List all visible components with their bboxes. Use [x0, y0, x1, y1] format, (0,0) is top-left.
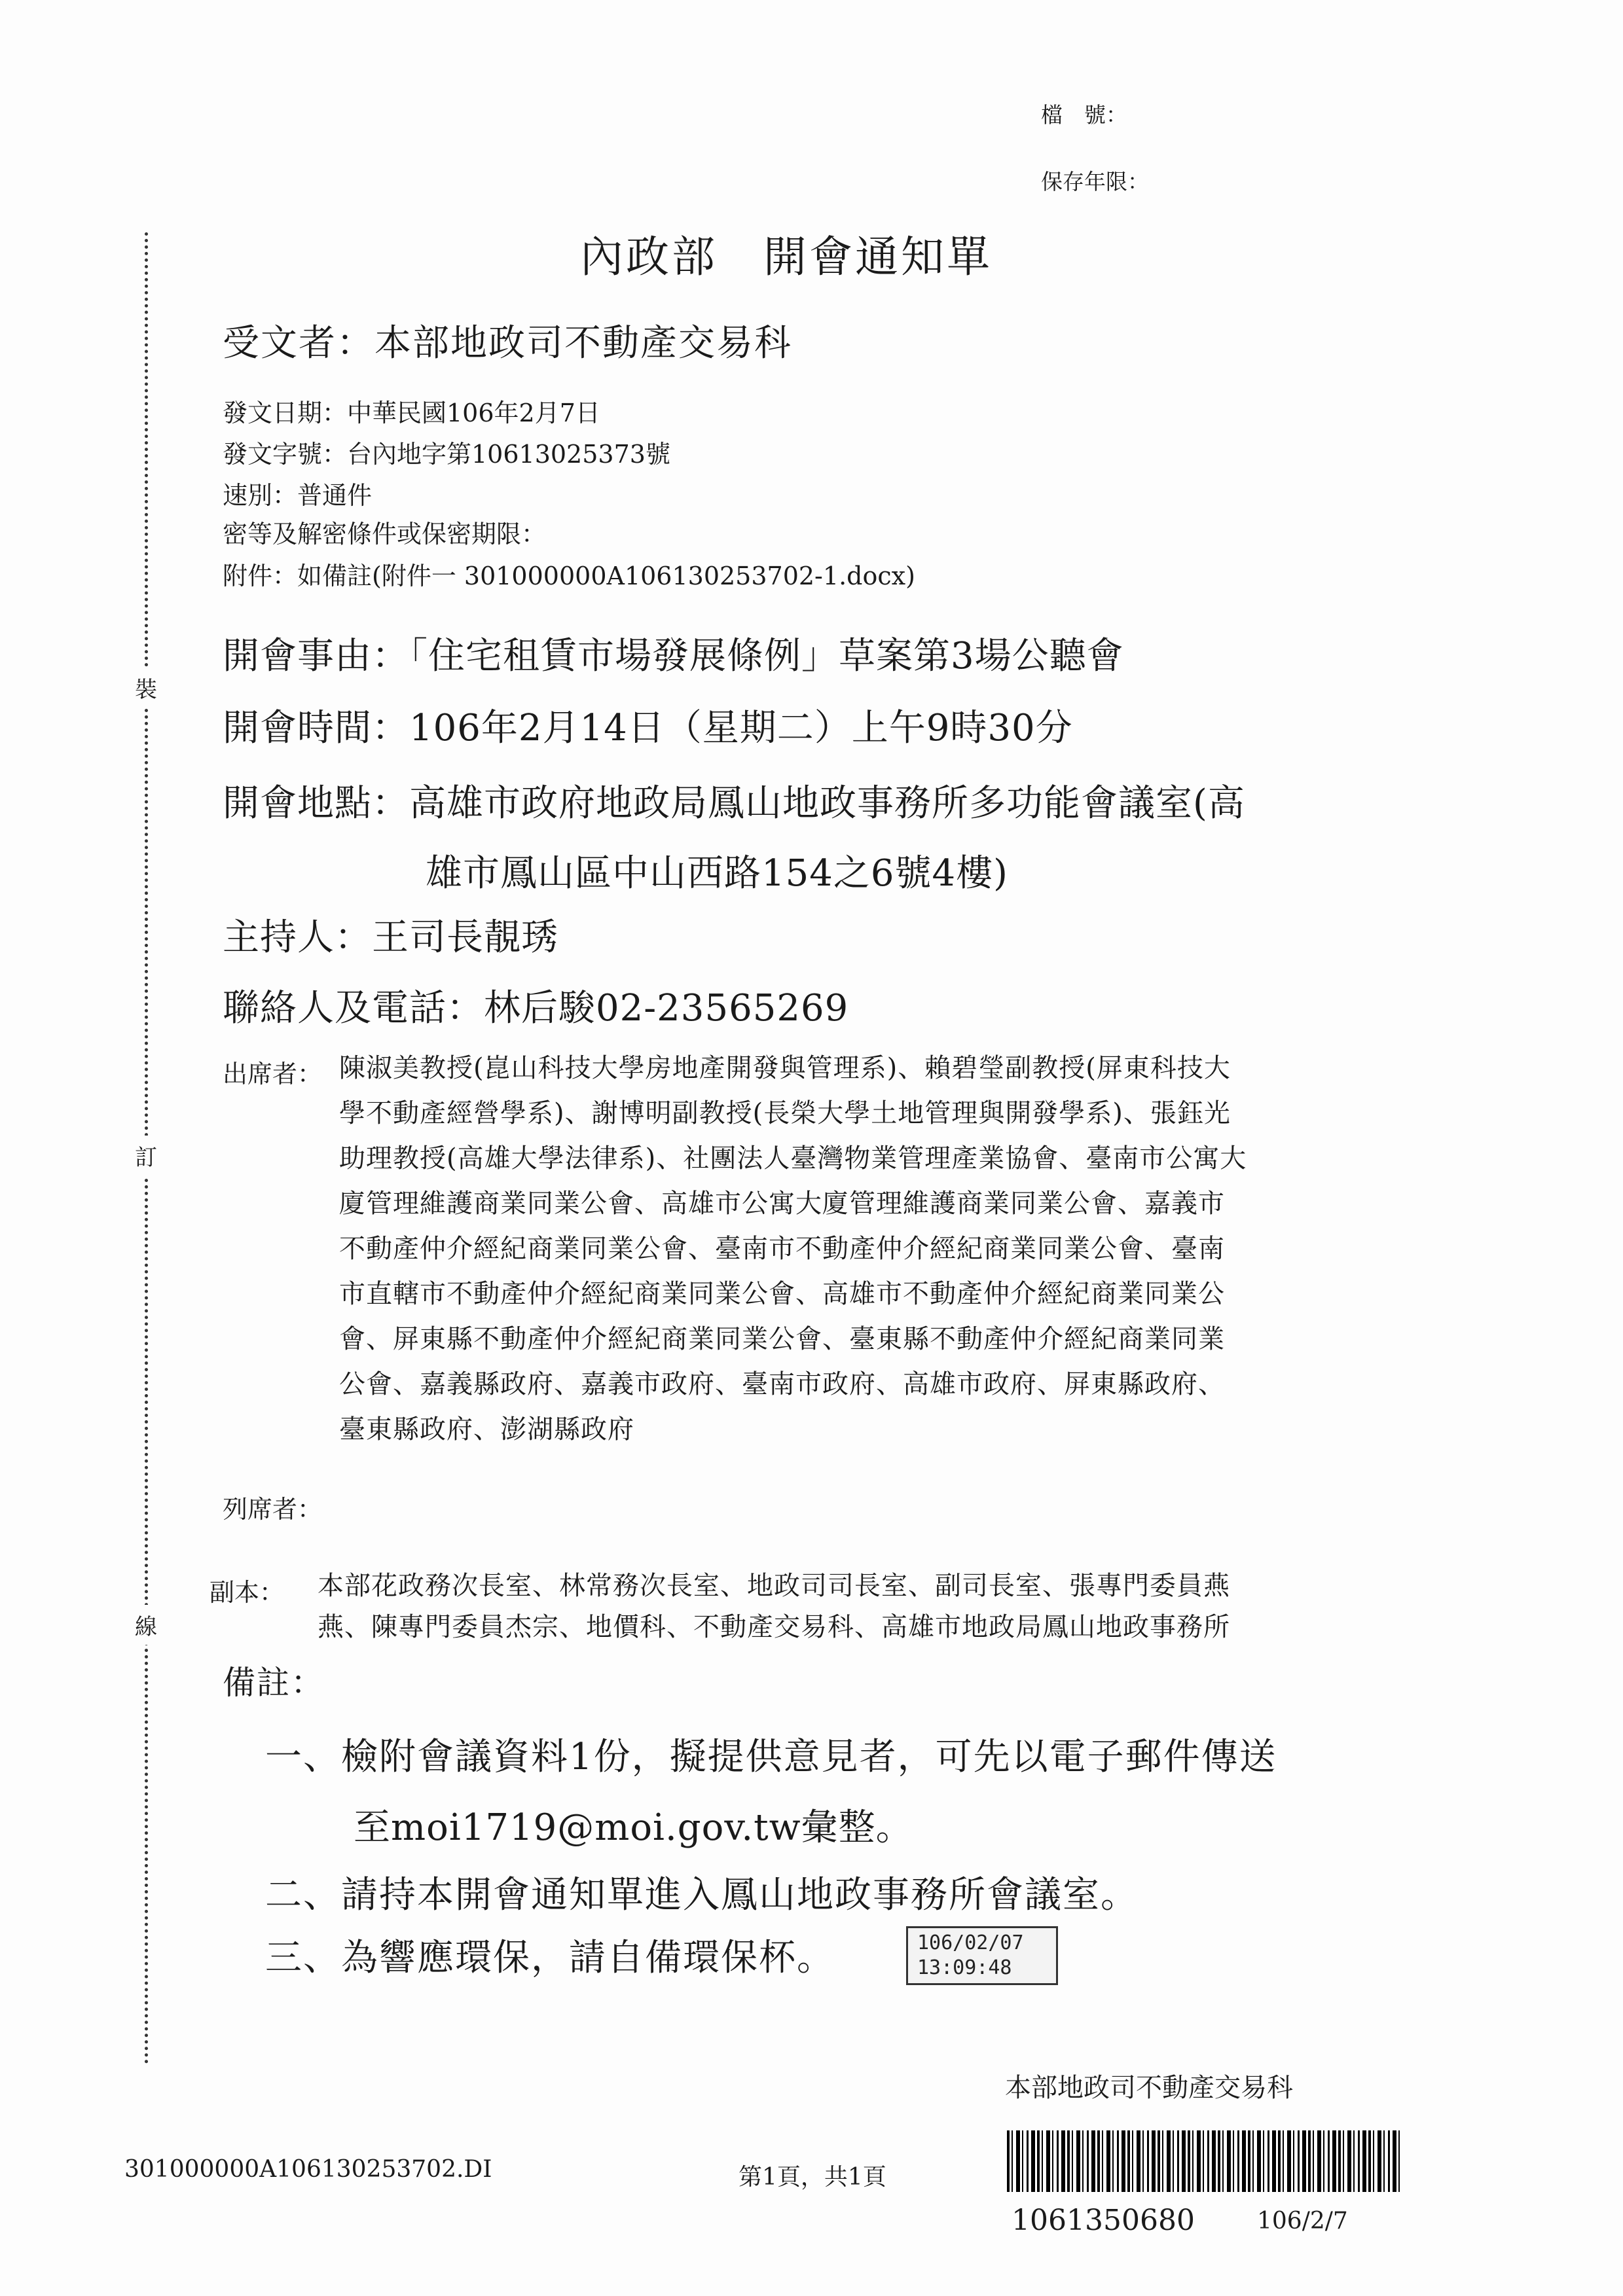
receipt-timestamp-stamp: [906, 1926, 1058, 1985]
attendees-line: 不動產仲介經紀商業同業公會、臺南市不動產仲介經紀商業同業公會、臺南: [339, 1234, 1225, 1264]
document-code: 301000000A106130253702.DI: [124, 2156, 492, 2183]
copies-line: 燕、陳專門委員杰宗、地價科、不動產交易科、高雄市地政局鳳山地政事務所: [318, 1612, 1230, 1642]
page-number: 第1頁，共1頁: [739, 2164, 886, 2191]
file-number-label: 檔 號：: [1041, 102, 1127, 128]
remark-item-1-line1: 一、檢附會議資料1份，擬提供意見者，可先以電子郵件傳送: [265, 1736, 1277, 1778]
issue-number: 發文字號：台內地字第10613025373號: [223, 440, 670, 469]
remark-item-1-line2: 至moi1719@moi.gov.tw彙整。: [354, 1806, 913, 1849]
meeting-location-line1: 開會地點：高雄市政府地政局鳳山地政事務所多功能會議室(高: [223, 782, 1245, 825]
remarks-label: 備註：: [223, 1664, 325, 1702]
issue-date: 發文日期：中華民國106年2月7日: [223, 399, 600, 427]
delivery-speed: 速別：普通件: [223, 481, 373, 510]
document-title: 內政部 開會通知單: [580, 232, 993, 282]
security-level: 密等及解密條件或保密期限：: [223, 520, 547, 548]
attendees-line: 助理教授(高雄大學法律系)、社團法人臺灣物業管理產業協會、臺南市公寓大: [339, 1143, 1247, 1174]
observers-label: 列席者：: [223, 1495, 323, 1524]
binding-char-xian: 線: [135, 1605, 157, 1645]
barcode-date: 106/2/7: [1257, 2208, 1348, 2234]
attendees-line: 公會、嘉義縣政府、嘉義市政府、臺南市政府、高雄市政府、屏東縣政府、: [339, 1369, 1225, 1399]
remark-item-2: 二、請持本開會通知單進入鳳山地政事務所會議室。: [265, 1874, 1139, 1916]
meeting-location-line2: 雄市鳳山區中山西路154之6號4樓): [426, 852, 1008, 895]
copies-line: 本部花政務次長室、林常務次長室、地政司司長室、副司長室、張專門委員燕: [318, 1571, 1230, 1601]
remark-item-3: 三、為響應環保，請自備環保杯。: [265, 1937, 835, 1979]
attendees-line: 會、屏東縣不動產仲介經紀商業同業公會、臺東縣不動產仲介經紀商業同業: [339, 1324, 1225, 1354]
attendees-label: 出席者：: [223, 1060, 323, 1088]
receiver-unit-label: 本部地政司不動產交易科: [1005, 2073, 1293, 2102]
attendees-line: 學不動產經營學系)、謝博明副教授(長榮大學土地管理與開發學系)、張鈺光: [339, 1098, 1231, 1128]
recipient-line: 受文者：本部地政司不動產交易科: [223, 322, 792, 365]
copies-label: 副本：: [210, 1578, 285, 1607]
binding-char-ding: 訂: [135, 1136, 157, 1175]
attachment-line: 附件：如備註(附件一 301000000A106130253702-1.docx): [223, 562, 915, 590]
meeting-host: 主持人：王司長靚琇: [223, 916, 558, 959]
stamp-date: 106/02/07: [917, 1931, 1024, 1954]
attendees-line: 臺東縣政府、澎湖縣政府: [339, 1414, 634, 1444]
binding-char-zhuang: 裝: [135, 668, 157, 708]
meeting-contact: 聯絡人及電話：林后駿02-23565269: [223, 987, 849, 1030]
barcode: [1007, 2130, 1400, 2192]
attendees-line: 廈管理維護商業同業公會、高雄市公寓大廈管理維護商業同業公會、嘉義市: [339, 1189, 1225, 1219]
stamp-time: 13:09:48: [917, 1956, 1012, 1979]
attendees-line: 市直轄市不動產仲介經紀商業同業公會、高雄市不動產仲介經紀商業同業公: [339, 1279, 1225, 1309]
meeting-subject: 開會事由：「住宅租賃市場發展條例」草案第3場公聽會: [223, 635, 1124, 677]
meeting-time: 開會時間：106年2月14日（星期二）上午9時30分: [223, 707, 1073, 749]
copies-list: [318, 1566, 1230, 1648]
barcode-number: 1061350680: [1012, 2204, 1195, 2237]
attendees-line: 陳淑美教授(崑山科技大學房地產開發與管理系)、賴碧瑩副教授(屏東科技大: [339, 1053, 1231, 1083]
attendees-list: [339, 1046, 1247, 1452]
retention-period-label: 保存年限：: [1041, 169, 1149, 194]
